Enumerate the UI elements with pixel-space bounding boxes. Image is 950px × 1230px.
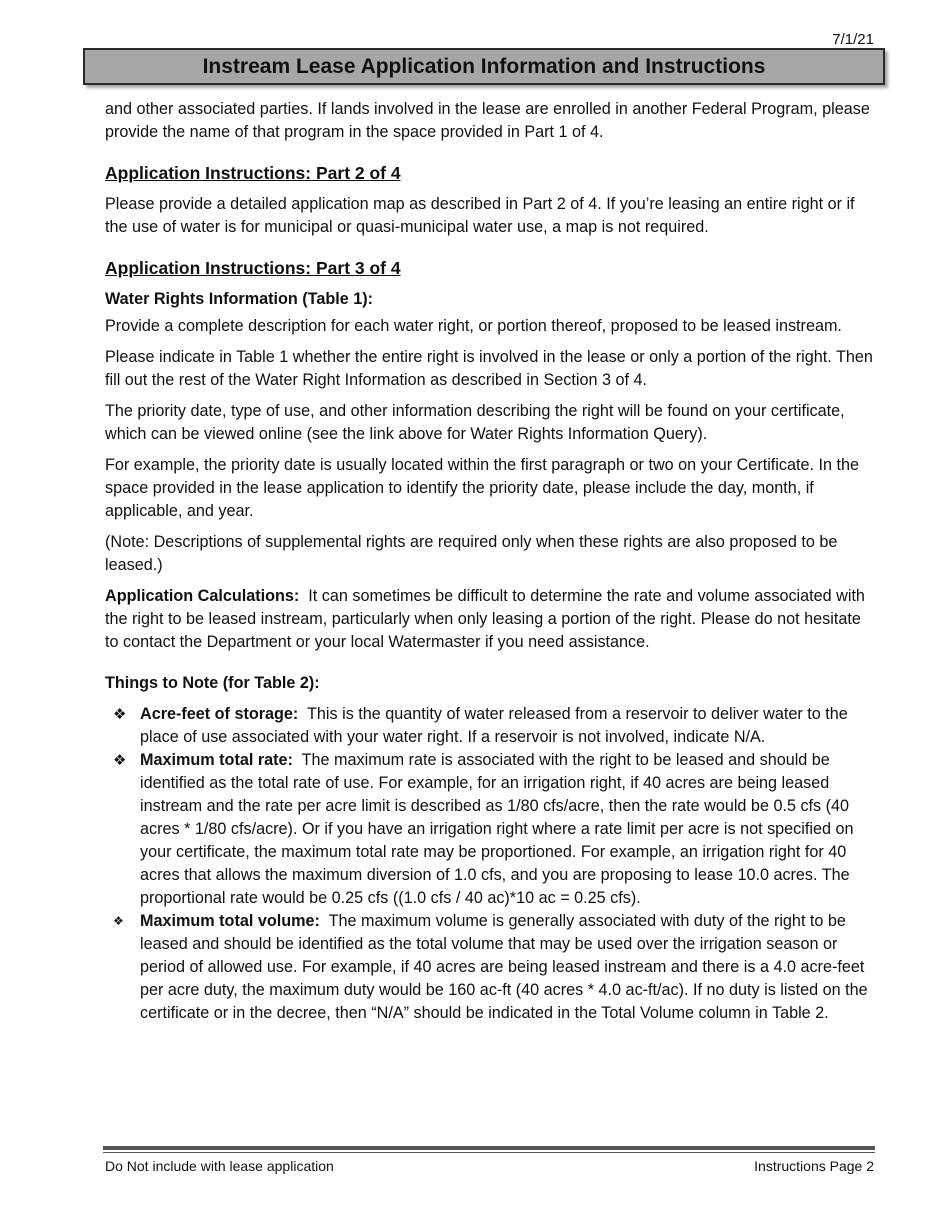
note-text: This is the quantity of water released from a reservoir to deliver water to the place of use associated with your water right. If a reservoir is not involved, indicate N/A. bbox=[140, 705, 848, 746]
document-date: 7/1/21 bbox=[832, 31, 874, 48]
notes-heading: Things to Note (for Table 2): bbox=[105, 674, 320, 692]
part3-paragraph-4: For example, the priority date is usually located within the first paragraph or two on your Certificate. In the space provided in the lease application to identify the priority date, please include the day, month, if applicable, and year. bbox=[105, 456, 859, 520]
note-text: The maximum volume is generally associated with duty of the right to be leased and should be identified as the total volume that may be used over the irrigation season or period of allowed use. For example, if 40 acres are being leased instream and there is a 4.0 acre-feet per acre duty, the maximum duty would be 160 ac-ft (40 acres * 4.0 ac-ft/ac). If no duty is listed on the certificate or in the decree, then “N/A” should be indicated in the Total Volume column in Table 2. bbox=[140, 912, 868, 1022]
diamond-bullet-icon: ❖ bbox=[113, 752, 127, 769]
list-item bbox=[105, 749, 873, 910]
water-rights-subheading: Water Rights Information (Table 1): bbox=[105, 290, 373, 308]
page-title: Instream Lease Application Information and Instructions bbox=[83, 48, 885, 85]
part3-paragraph-3: The priority date, type of use, and other information describing the right will be found on your certificate, which can be viewed online (see the link above for Water Rights Information Query). bbox=[105, 402, 845, 443]
note-label: Maximum total volume: bbox=[140, 912, 320, 930]
part3-paragraph-1: Provide a complete description for each water right, or portion thereof, proposed to be leased instream. bbox=[105, 317, 842, 335]
part2-paragraph: Please provide a detailed application map as described in Part 2 of 4. If you’re leasing an entire right or if the use of water is for municipal or quasi-municipal water use, a map is not required. bbox=[105, 195, 855, 236]
note-label: Maximum total rate: bbox=[140, 751, 293, 769]
page-number: Instructions Page 2 bbox=[754, 1158, 874, 1174]
document-body bbox=[105, 98, 873, 1025]
calculations-label: Application Calculations: bbox=[105, 587, 300, 605]
intro-paragraph: and other associated parties. If lands involved in the lease are enrolled in another Federal Program, please provide the name of that program in the space provided in Part 1 of 4. bbox=[105, 100, 870, 141]
note-label: Acre-feet of storage: bbox=[140, 705, 299, 723]
diamond-bullet-icon: ❖ bbox=[113, 914, 124, 928]
part3-paragraph-5: (Note: Descriptions of supplemental rights are required only when these rights are also proposed to be leased.) bbox=[105, 533, 838, 574]
footer-divider-thin bbox=[103, 1152, 875, 1153]
footer-note: Do Not include with lease application bbox=[105, 1158, 334, 1174]
part3-heading: Application Instructions: Part 3 of 4 bbox=[105, 258, 401, 278]
note-text: The maximum rate is associated with the right to be leased and should be identified as the total rate of use. For example, for an irrigation right, if 40 acres are being leased instream and the rate per acre limit is described as 1/80 cfs/acre, then the rate would be 0.5 cfs (40 acres * 1/80 cfs/acre). Or if you have an irrigation right where a rate limit per acre is not specified on your certificate, the maximum total rate may be proportioned. For example, an irrigation right for 40 acres that allows the maximum diversion of 1.0 cfs, and you are proposing to lease 10.0 acres. The proportional rate would be 0.25 cfs ((1.0 cfs / 40 ac)*10 ac = 0.25 cfs). bbox=[140, 751, 854, 907]
calculations-paragraph bbox=[105, 585, 873, 654]
diamond-bullet-icon: ❖ bbox=[113, 706, 127, 723]
list-item bbox=[105, 703, 873, 749]
footer-divider bbox=[103, 1146, 875, 1150]
list-item bbox=[105, 910, 873, 1025]
calculations-text: It can sometimes be difficult to determine the rate and volume associated with the right to be leased instream, particularly when only leasing a portion of the right. Please do not hesitate to contact the Department or your local Watermaster if you need assistance. bbox=[105, 587, 865, 651]
notes-list bbox=[105, 703, 873, 1025]
part2-heading: Application Instructions: Part 2 of 4 bbox=[105, 163, 401, 183]
part3-paragraph-2: Please indicate in Table 1 whether the entire right is involved in the lease or only a portion of the right. Then fill out the rest of the Water Right Information as described in Section 3 of 4. bbox=[105, 348, 873, 389]
